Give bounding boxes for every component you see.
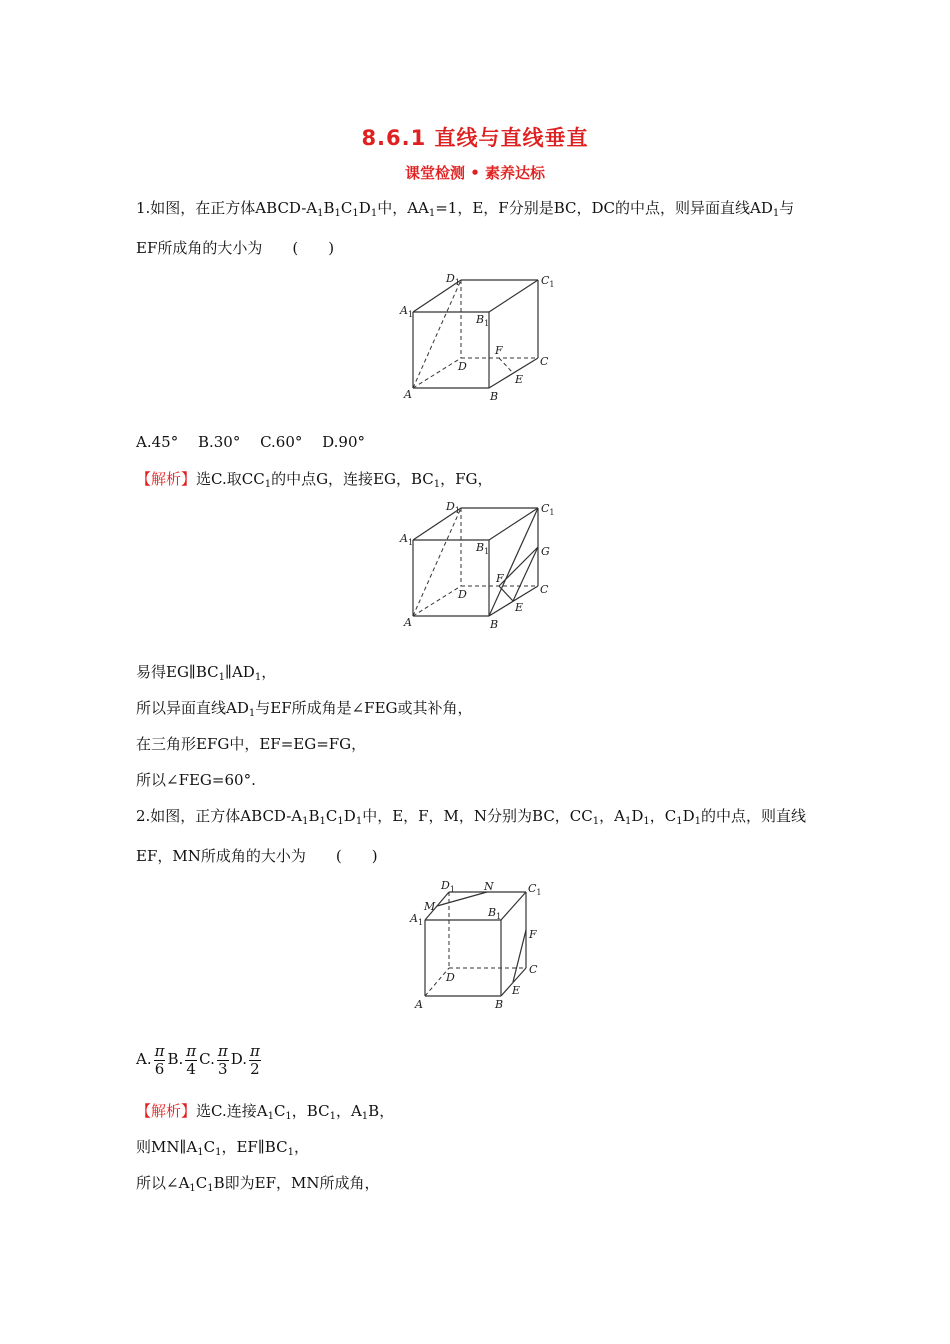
label-B1: $B_1$	[476, 541, 490, 556]
q2-solution-step1: 则$MN\parallel A_1C_1$，$EF\parallel BC_1$，	[136, 1138, 309, 1158]
q1-solution-step3: 在三角形EFG中，EF=EG=FG，	[136, 735, 367, 753]
fraction-pi-3: $\frac{\pi}{3}$	[217, 1041, 228, 1078]
label-B: B	[490, 618, 499, 631]
fraction-pi-6: $\frac{\pi}{6}$	[154, 1041, 165, 1078]
q2-solution-line: 【解析】选C.连接$A_1C_1$，$BC_1$，$A_1B$，	[136, 1102, 395, 1122]
label-A: A	[404, 388, 412, 401]
label-B1: $B_1$	[476, 313, 490, 328]
label-N: N	[484, 880, 494, 893]
q1-cube-figure	[398, 270, 558, 406]
q1-solution-step1: 易得$EG\parallel BC_1\parallel AD_1$，	[136, 663, 277, 683]
label-B: B	[490, 390, 499, 403]
label-C1: $C_1$	[541, 502, 555, 517]
label-C1: $C_1$	[528, 882, 542, 897]
q1-stem-line2: EF所成角的大小为 ( )	[136, 239, 335, 257]
label-D1: $D_1$	[446, 500, 460, 515]
solution-tag: 【解析】	[136, 470, 197, 488]
label-A1: $A_1$	[400, 304, 414, 319]
label-A1: $A_1$	[400, 532, 414, 547]
label-C: C	[529, 963, 538, 976]
label-A: A	[404, 616, 412, 629]
label-D: D	[458, 588, 467, 601]
label-D: D	[458, 360, 467, 373]
section-subtitle: 课堂检测 • 素养达标	[404, 164, 546, 182]
q2-options: A. $\frac{\pi}{6}$ B. $\frac{\pi}{4}$ C. $\frac{\pi}{3}$ D. $\frac{\pi}{2}$	[136, 1041, 260, 1078]
label-C: C	[540, 355, 549, 368]
label-C1: $C_1$	[541, 274, 555, 289]
label-D: D	[446, 971, 455, 984]
label-F: F	[496, 572, 504, 585]
label-E: E	[512, 984, 521, 997]
label-D1: $D_1$	[446, 272, 460, 287]
q1-options: A.45° B.30° C.60° D.90°	[136, 433, 366, 451]
q1-solution-line: 【解析】选C.取$CC_1$的中点G，连接EG，$BC_1$，FG，	[136, 470, 493, 490]
q2-stem-line2: EF，MN所成角的大小为 ( )	[136, 847, 378, 865]
q1-solution-step4: 所以∠FEG=60°.	[136, 771, 256, 789]
fraction-pi-4: $\frac{\pi}{4}$	[186, 1041, 197, 1078]
page-title: 8.6.1 直线与直线垂直	[361, 126, 589, 150]
label-C: C	[540, 583, 549, 596]
q2-solution-step2: 所以$\angle A_1C_1B$即为EF，MN所成角，	[136, 1174, 380, 1194]
solution-tag: 【解析】	[136, 1102, 197, 1120]
label-G: G	[541, 545, 550, 558]
q2-stem-line1: 2.如图，正方体ABCD-$A_1B_1C_1D_1$中，E，F，M，N分别为BC，$CC_1$，$A_1D_1$，$C_1D_1$的中点，则直线	[136, 807, 807, 827]
label-F: F	[495, 344, 503, 357]
fraction-pi-2: $\frac{\pi}{2}$	[249, 1041, 260, 1078]
q1-solution-figure	[398, 498, 558, 634]
label-E: E	[515, 601, 524, 614]
q1-solution-step2: 所以异面直线$AD_1$与EF所成角是∠FEG或其补角，	[136, 699, 473, 719]
q2-cube-figure	[404, 876, 554, 1016]
label-B: B	[495, 998, 504, 1011]
label-D1: $D_1$	[441, 879, 455, 894]
label-E: E	[515, 373, 524, 386]
label-M: M	[424, 900, 436, 913]
label-A1: $A_1$	[410, 912, 424, 927]
q1-stem-line1: 1.如图，在正方体ABCD-$A_1B_1C_1D_1$中，$AA_1=1$，E，F分别是BC，DC的中点，则异面直线$AD_1$与	[136, 199, 795, 219]
label-B1: $B_1$	[488, 906, 502, 921]
label-F: F	[529, 928, 537, 941]
label-A: A	[415, 998, 423, 1011]
